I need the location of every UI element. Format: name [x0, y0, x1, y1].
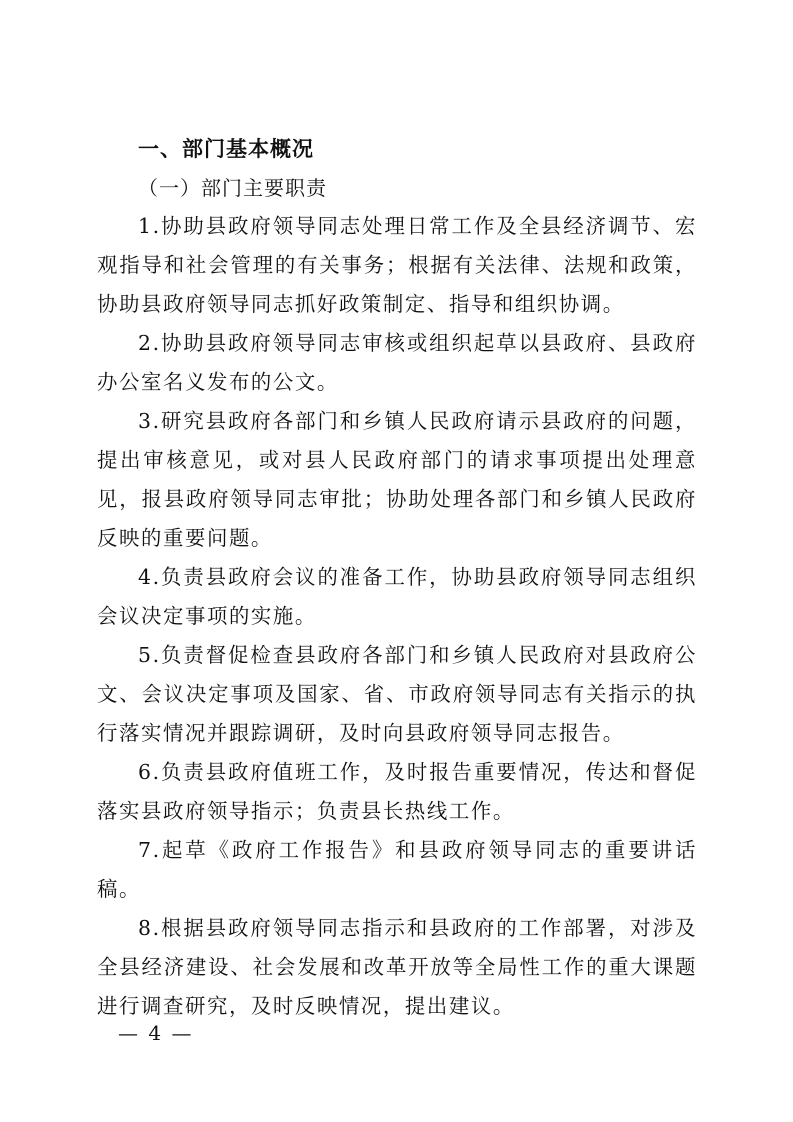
- section-heading: 一、部门基本概况: [138, 137, 314, 161]
- duty-paragraph-7: 7.起草《政府工作报告》和县政府领导同志的重要讲话稿。: [97, 838, 697, 901]
- duty-paragraph-1: 1.协助县政府领导同志处理日常工作及全县经济调节、宏观指导和社会管理的有关事务；根据有关法律、法规和政策，协助县政府领导同志抓好政策制定、指导和组织协调。: [97, 214, 697, 316]
- duty-paragraph-2: 2.协助县政府领导同志审核或组织起草以县政府、县政府办公室名义发布的公文。: [97, 331, 697, 394]
- duty-paragraph-6: 6.负责县政府值班工作，及时报告重要情况，传达和督促落实县政府领导指示；负责县长热线工作。: [97, 760, 697, 823]
- duty-paragraph-5: 5.负责督促检查县政府各部门和乡镇人民政府对县政府公文、会议决定事项及国家、省、市政府领导同志有关指示的执行落实情况并跟踪调研，及时向县政府领导同志报告。: [97, 643, 697, 745]
- subsection-heading: （一）部门主要职责: [138, 176, 327, 200]
- page-number: — 4 —: [118, 1021, 194, 1045]
- duty-paragraph-3: 3.研究县政府各部门和乡镇人民政府请示县政府的问题，提出审核意见，或对县人民政府部门的请求事项提出处理意见，报县政府领导同志审批；协助处理各部门和乡镇人民政府反映的重要问题。: [97, 409, 697, 550]
- duty-paragraph-8: 8.根据县政府领导同志指示和县政府的工作部署，对涉及全县经济建设、社会发展和改革开放等全局性工作的重大课题进行调查研究，及时反映情况，提出建议。: [97, 916, 697, 1018]
- duties-list: [97, 207, 697, 1026]
- duty-paragraph-4: 4.负责县政府会议的准备工作，协助县政府领导同志组织会议决定事项的实施。: [97, 565, 697, 628]
